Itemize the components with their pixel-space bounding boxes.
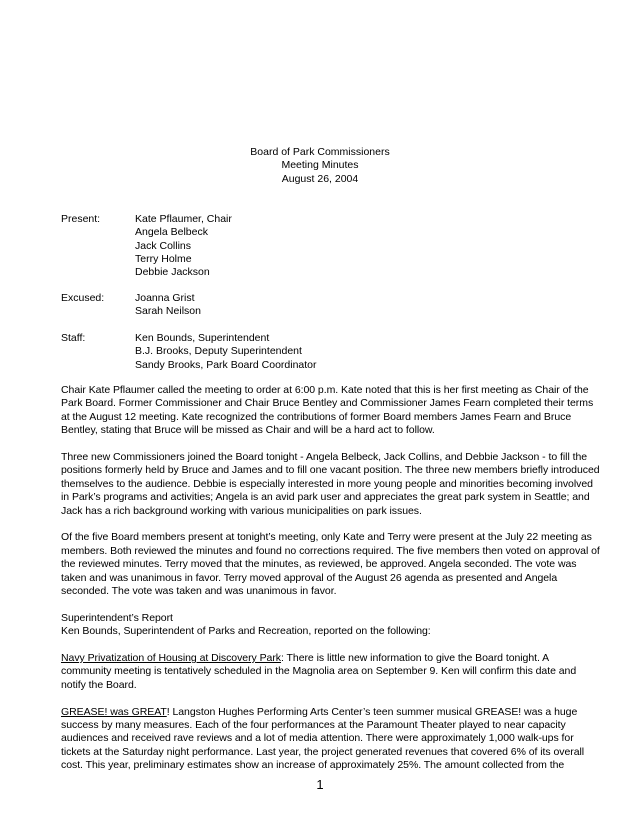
report-intro: Ken Bounds, Superintendent of Parks and Recreation, reported on the following: bbox=[61, 625, 431, 638]
excused-list bbox=[135, 292, 575, 319]
staff-name: Ken Bounds, Superintendent bbox=[135, 332, 270, 344]
navy-housing-text: : There is little new information to give the Board tonight. A community meeting is tentatively scheduled in the Magnolia area on September 9. Ken will confirm this date and notify the Board. bbox=[61, 652, 577, 691]
excused-label: Excused: bbox=[61, 292, 105, 304]
present-list bbox=[135, 213, 575, 279]
page-number: 1 bbox=[316, 777, 324, 792]
minutes-approval-paragraph: Of the five Board members present at tonight’s meeting, only Kate and Terry were present at the July 22 meeting as members. Both reviewed the minutes and found no corrections required. The five members then voted on approval of the reviewed minutes. Terry moved that the minutes, as reviewed, be approved. Angela seconded. The vote was taken and was unanimous in favor. Terry moved approval of the August 26 agenda as presented and Angela seconded. The vote was taken and was unanimous in favor. bbox=[61, 531, 600, 598]
grease-title: GREASE! was GREAT bbox=[61, 705, 167, 718]
navy-housing-title: Navy Privatization of Housing at Discovery Park bbox=[61, 652, 281, 665]
document-header bbox=[0, 146, 640, 186]
staff-list bbox=[135, 332, 575, 372]
grease-text: ! Langston Hughes Performing Arts Center’s teen summer musical GREASE! was a huge success by many measures. Each of the four performances at the Paramount Theater played to near capacity audiences and received rave reviews and a lot of media attention. There were approximately 1,000 walk-ups for tickets at the Saturday night performance. Last year, the project generated revenues that covered 6% of its overall cost. This year, preliminary estimates show an increase of approximately 25%. The amount collected from the bbox=[61, 705, 585, 772]
new-commissioners-paragraph: Three new Commissioners joined the Board tonight - Angela Belbeck, Jack Collins, and Debbie Jackson - to fill the positions formerly held by Bruce and James and to fill one vacant position. The three new members briefly introduced themselves to the audience. Debbie is especially interested in more young people and minorities becoming involved in Park’s programs and activities; Angela is an avid park user and appreciates the great park system in Seattle; and Jack has a rich background working with various municipalities on park issues. bbox=[61, 451, 600, 517]
superintendent-report bbox=[61, 612, 601, 639]
present-name: Angela Belbeck bbox=[135, 226, 208, 239]
minutes-body bbox=[61, 384, 601, 786]
staff-label: Staff: bbox=[61, 332, 86, 344]
opening-paragraph: Chair Kate Pflaumer called the meeting to order at 6:00 p.m. Kate noted that this is her first meeting as Chair of the Park Board. Former Commissioner and Chair Bruce Bentley and Commissioner James Fearn completed their terms at the August 12 meeting. Kate recognized the contributions of former Board members James Fearn and Bruce Bentley, stating that Bruce will be missed as Chair and will be a hard act to follow. bbox=[61, 384, 594, 437]
present-name: Debbie Jackson bbox=[135, 266, 210, 279]
excused-name: Sarah Neilson bbox=[135, 305, 201, 318]
present-label: Present: bbox=[61, 213, 101, 225]
grease-item bbox=[61, 706, 601, 773]
excused-name: Joanna Grist bbox=[135, 292, 195, 304]
present-name: Kate Pflaumer, Chair bbox=[135, 213, 232, 225]
present-name: Jack Collins bbox=[135, 239, 192, 252]
header-organization: Board of Park Commissioners bbox=[250, 146, 390, 158]
report-heading: Superintendent’s Report bbox=[61, 611, 173, 624]
header-document-type: Meeting Minutes bbox=[281, 159, 359, 172]
present-name: Terry Holme bbox=[135, 252, 192, 265]
staff-name: Sandy Brooks, Park Board Coordinator bbox=[135, 358, 317, 371]
navy-housing-item bbox=[61, 652, 601, 692]
header-date: August 26, 2004 bbox=[281, 172, 359, 185]
staff-name: B.J. Brooks, Deputy Superintendent bbox=[135, 345, 302, 358]
